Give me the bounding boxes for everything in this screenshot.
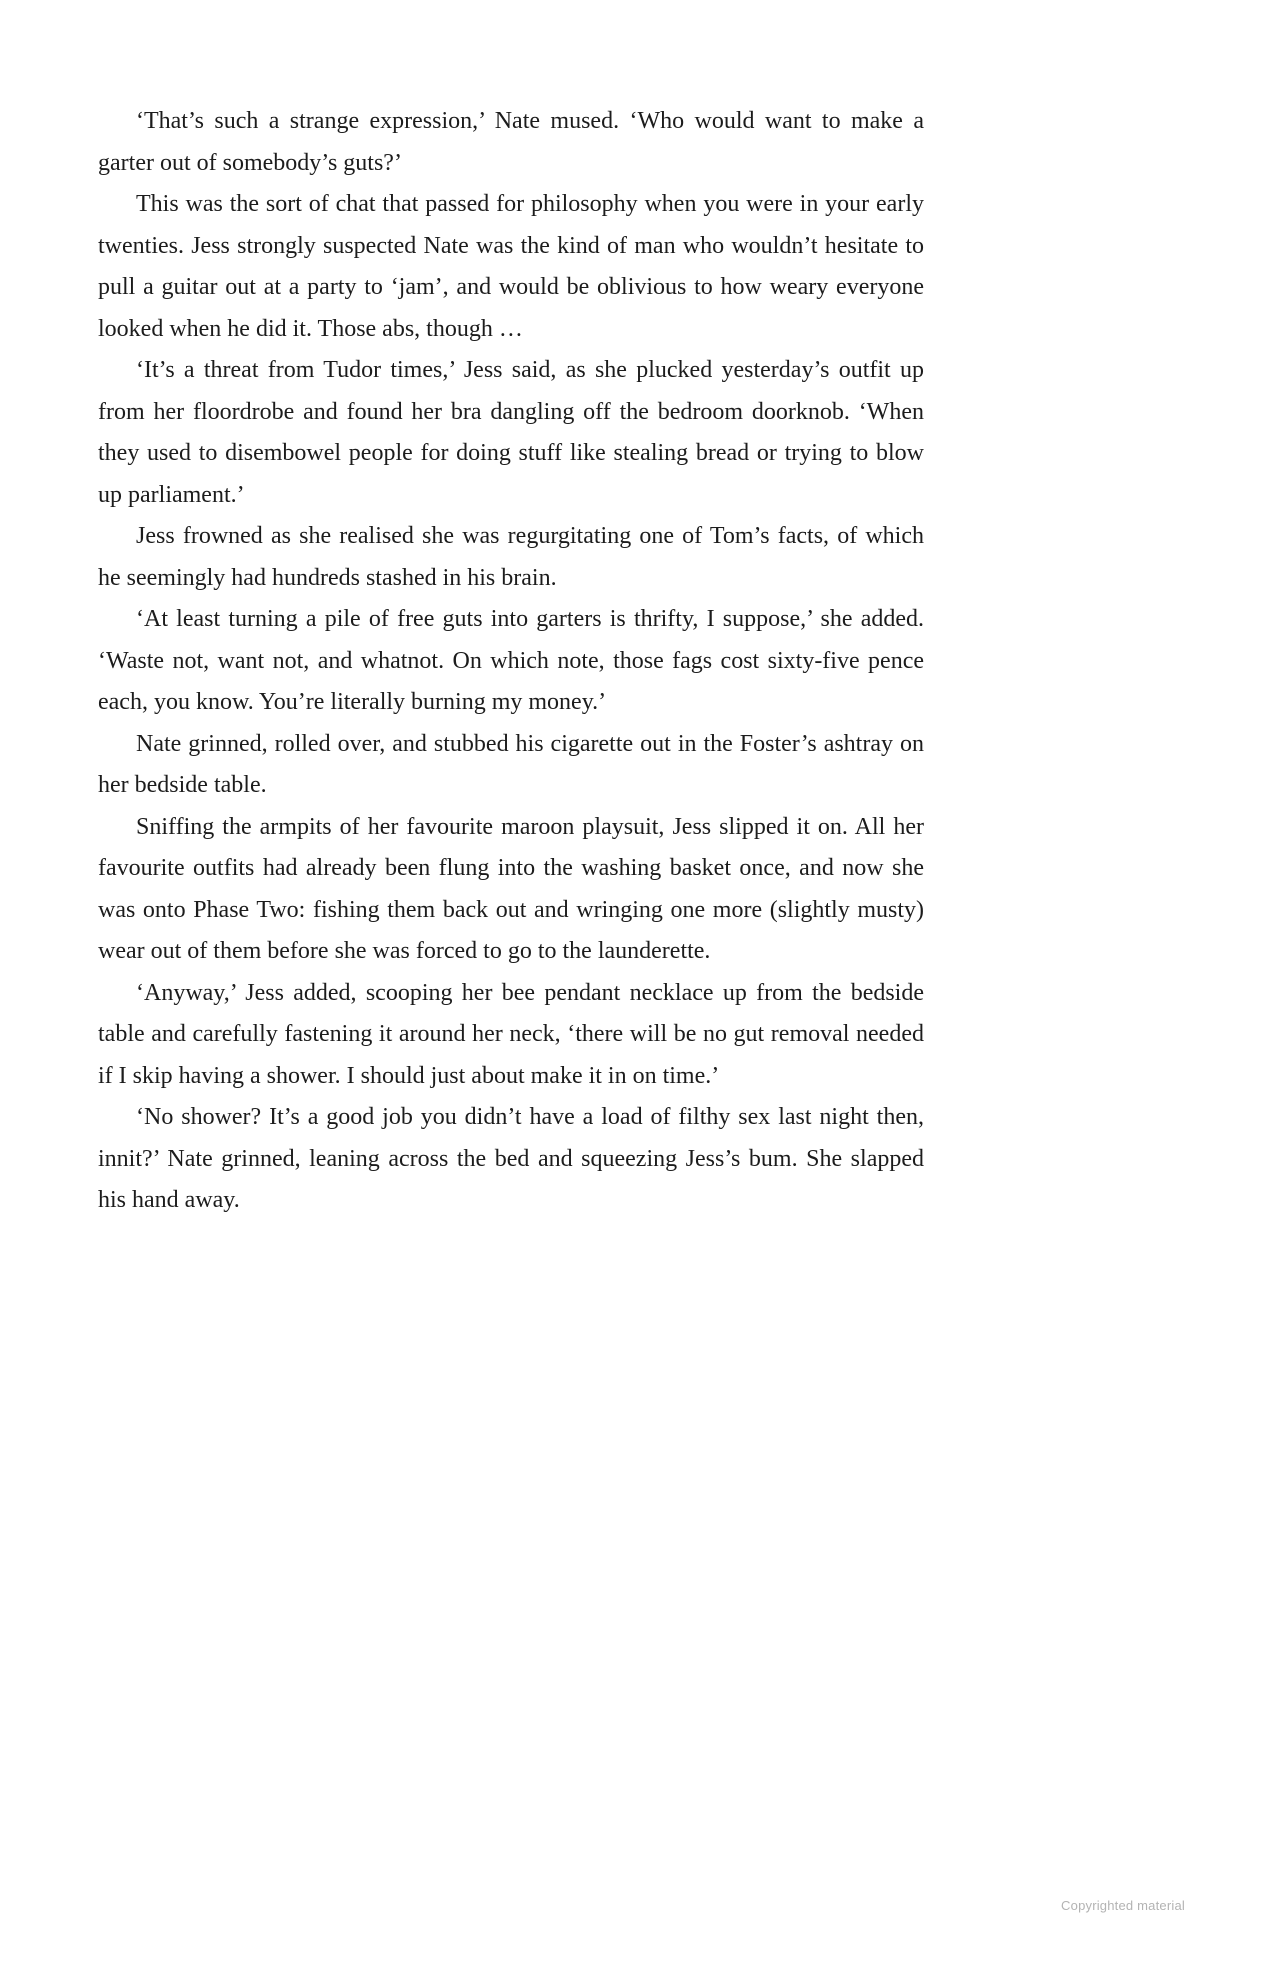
paragraph-4: Jess frowned as she realised she was regurgitating one of Tom’s facts, of which he seemingly had hundreds stashed in his brain. [98, 523, 924, 591]
paragraph-9: ‘No shower? It’s a good job you didn’t have a load of filthy sex last night then, innit?’ Nate grinned, leaning across the bed and squeezing Jess’s bum. She slapped his hand away. [98, 1104, 924, 1213]
paragraph-2: This was the sort of chat that passed for philosophy when you were in your early twenties. Jess strongly suspected Nate was the kind of man who wouldn’t hesitate to pull a guitar out at a party to ‘jam’, and would be oblivious to how weary everyone looked when he did it. Those abs, though … [98, 191, 924, 342]
paragraph-7: Sniffing the armpits of her favourite maroon playsuit, Jess slipped it on. All her favourite outfits had already been flung into the washing basket once, and now she was onto Phase Two: fishing them back out and wringing one more (slightly musty) wear out of them before she was forced to go to the launderette. [98, 813, 924, 964]
paragraph-3: ‘It’s a threat from Tudor times,’ Jess said, as she plucked yesterday’s outfit up from her floordrobe and found her bra dangling off the bedroom doorknob. ‘When they used to disembowel people for doing stuff like stealing bread or trying to blow up parliament.’ [98, 357, 924, 508]
paragraph-5: ‘At least turning a pile of free guts into garters is thrifty, I suppose,’ she added. ‘Waste not, want not, and whatnot. On which note, those fags cost sixty-five pence each, you know. You’re literally burning my money.’ [98, 606, 924, 715]
paragraph-6: Nate grinned, rolled over, and stubbed his cigarette out in the Foster’s ashtray on her bedside table. [98, 730, 924, 798]
page-text-column [98, 101, 924, 1222]
paragraph-8: ‘Anyway,’ Jess added, scooping her bee pendant necklace up from the bedside table and carefully fastening it around her neck, ‘there will be no gut removal needed if I skip having a shower. I should just about make it in on time.’ [98, 979, 924, 1089]
copyright-watermark: Copyrighted material [1061, 1898, 1185, 1913]
paragraph-1: ‘That’s such a strange expression,’ Nate mused. ‘Who would want to make a garter out of somebody’s guts?’ [98, 108, 924, 176]
